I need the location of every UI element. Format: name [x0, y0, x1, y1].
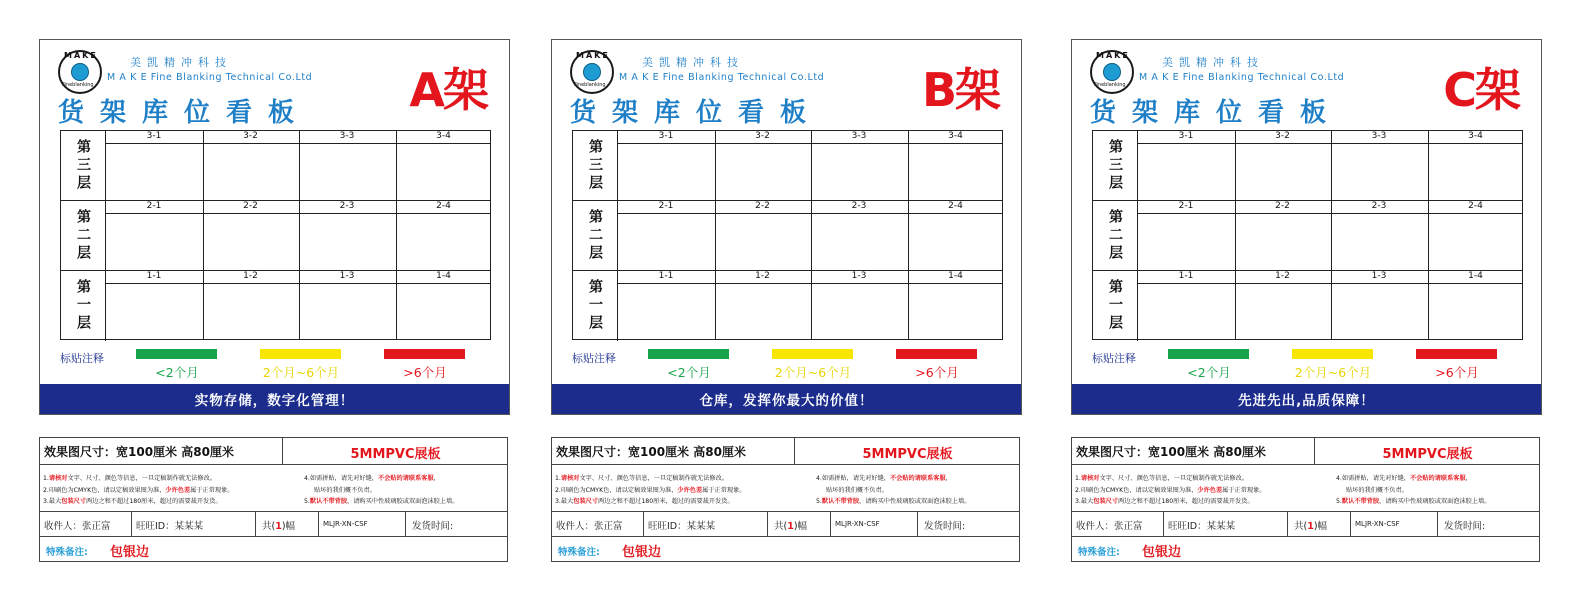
- spec-divider: [1287, 511, 1288, 536]
- spec-note: [1346, 485, 1408, 494]
- note-text: 不会贴的请联系客服: [1409, 475, 1466, 482]
- note-text: 少许色差: [1197, 487, 1223, 494]
- cell-code: 3-2: [1275, 131, 1290, 141]
- cell-code: 1-1: [146, 271, 162, 281]
- note-text: 默认不带背胶: [1341, 498, 1380, 505]
- column-divider: [811, 131, 812, 339]
- legend-color-bar: [896, 349, 977, 359]
- spec-size: 效果图尺寸：宽100厘米 高80厘米: [44, 445, 234, 459]
- company-logo: [58, 50, 102, 94]
- quantity-field: [262, 518, 295, 532]
- cell-code: 1-4: [948, 271, 963, 281]
- slogan-banner: [1072, 384, 1541, 414]
- cell-code: 2-2: [1275, 201, 1290, 211]
- globe-icon: [71, 63, 89, 81]
- code-row-divider: [1138, 143, 1522, 144]
- globe-icon: [1103, 63, 1121, 81]
- spec-note: [1336, 473, 1472, 482]
- legend-label: 2个月~6个月: [1294, 365, 1372, 380]
- quantity-value: 1: [787, 521, 794, 532]
- cell-code: 3-4: [948, 131, 963, 141]
- note-text: 默认不带背胶: [309, 498, 348, 505]
- note-text: 5.: [304, 498, 310, 505]
- logo-text-bottom: Fineblanking: [1094, 82, 1126, 88]
- spec-divider: [917, 511, 918, 536]
- spec-divider: [1072, 464, 1539, 465]
- board-title: 货架库位看板: [1090, 98, 1343, 128]
- wangwang-label: 旺旺ID：: [648, 521, 687, 532]
- quantity-prefix: 共(: [774, 521, 788, 532]
- legend-label: <2个月: [667, 365, 711, 380]
- cell-code: 1-2: [243, 271, 258, 281]
- special-note-label: 特殊备注:: [558, 547, 600, 558]
- cell-code: 3-1: [1178, 131, 1194, 141]
- note-text: ，请购买中性玻璃胶或双面泡沫胶上墙。: [347, 498, 459, 505]
- wangwang-label: 旺旺ID：: [1168, 521, 1207, 532]
- note-text: ，请购买中性玻璃胶或双面泡沫胶上墙。: [1379, 498, 1491, 505]
- logo-text-top: MAKE: [576, 51, 610, 60]
- globe-icon: [583, 63, 601, 81]
- note-text: 属于正常现象。: [702, 487, 746, 494]
- spec-note: [826, 485, 888, 494]
- cell-code: 2-4: [436, 201, 451, 211]
- note-text: 5.: [1336, 498, 1342, 505]
- legend-label: 2个月~6个月: [774, 365, 852, 380]
- wangwang-label: 旺旺ID：: [136, 521, 175, 532]
- special-note-value: 包银边: [622, 545, 662, 560]
- level-label-text: 第二层: [587, 209, 603, 263]
- cell-code: 3-3: [851, 131, 867, 141]
- note-text: 文字、尺寸、颜色等信息，一旦定稿制作就无法修改。: [67, 475, 216, 482]
- spec-note: [555, 473, 728, 482]
- spec-note: [1075, 485, 1265, 494]
- note-text: 1.: [555, 475, 561, 482]
- note-text: ，: [433, 475, 440, 482]
- column-divider: [203, 131, 204, 339]
- note-text: 1.: [43, 475, 49, 482]
- wangwang-value: 某某某: [174, 521, 204, 532]
- slogan-text: 仓库，发挥你最大的价值！: [699, 393, 874, 409]
- company-name-cn: 美凯精冲科技: [642, 56, 744, 69]
- spec-divider: [1437, 511, 1438, 536]
- legend-title: 标贴注释: [572, 352, 616, 365]
- level-label: [1093, 131, 1138, 201]
- note-text: ，: [945, 475, 952, 482]
- note-text: 3.最大: [1075, 498, 1094, 505]
- spec-divider: [40, 536, 507, 537]
- order-code-text: MLJR-XN-CSF: [323, 520, 368, 528]
- code-row-divider: [1138, 213, 1522, 214]
- special-note-label: 特殊备注:: [46, 547, 88, 558]
- order-code: [835, 518, 880, 529]
- level-label-text: 第二层: [1107, 209, 1123, 263]
- level-label: [61, 271, 106, 341]
- spec-note: [43, 473, 216, 482]
- logo-text-bottom: Fineblanking: [574, 82, 606, 88]
- order-code: [1355, 518, 1400, 529]
- order-code: [323, 518, 368, 529]
- note-text: 2.印刷色为CMYK色，请以定稿效果图为准，: [1075, 487, 1198, 494]
- cell-code: 3-3: [339, 131, 355, 141]
- company-name-en: M A K E Fine Blanking Technical Co.Ltd: [619, 72, 825, 83]
- cell-code: 2-3: [851, 201, 867, 211]
- quantity-suffix: )幅: [1313, 521, 1328, 532]
- spec-note: [43, 485, 233, 494]
- note-text: 不会贴的请联系客服: [889, 475, 946, 482]
- column-divider: [299, 131, 300, 339]
- spec-size: 效果图尺寸：宽100厘米 高80厘米: [1076, 445, 1266, 459]
- spec-divider: [1072, 536, 1539, 537]
- legend-color-bar: [260, 349, 341, 359]
- order-code-text: MLJR-XN-CSF: [1355, 520, 1400, 528]
- rack-label: C架: [1443, 63, 1519, 117]
- note-text: 请核对: [560, 475, 580, 482]
- level-label-text: 第一层: [75, 279, 91, 333]
- note-text: 属于正常现象。: [190, 487, 234, 494]
- legend-label: <2个月: [155, 365, 199, 380]
- cell-code: 1-2: [1275, 271, 1290, 281]
- spec-note: [304, 473, 440, 482]
- spec-note: [555, 496, 734, 505]
- cell-code: 3-2: [243, 131, 258, 141]
- note-text: 4.如需拼贴，请先对好缝，: [816, 475, 890, 482]
- code-row-divider: [106, 283, 490, 284]
- legend-color-bar: [1416, 349, 1497, 359]
- legend-color-bar: [1168, 349, 1249, 359]
- spec-divider: [552, 464, 1019, 465]
- note-text: 两边之和不超过180厘米，超过的需要裁开发货。: [598, 498, 734, 505]
- spec-material: 5MMPVC展板: [350, 447, 441, 462]
- note-text: ，: [1465, 475, 1472, 482]
- code-row-divider: [106, 143, 490, 144]
- spec-sheet: [551, 437, 1020, 562]
- cell-code: 3-1: [146, 131, 162, 141]
- spec-note: [816, 496, 970, 505]
- note-text: 包装尺寸: [61, 498, 87, 505]
- ship-time-field: 发货时间:: [412, 521, 454, 532]
- note-text: 属于正常现象。: [1222, 487, 1266, 494]
- spec-sheet: [39, 437, 508, 562]
- wangwang-field: [136, 518, 203, 532]
- code-row-divider: [106, 213, 490, 214]
- legend-color-bar: [384, 349, 465, 359]
- note-text: 包装尺寸: [573, 498, 599, 505]
- column-divider: [1235, 131, 1236, 339]
- cell-code: 1-1: [1178, 271, 1194, 281]
- cell-code: 2-4: [948, 201, 963, 211]
- note-text: 贴坏的我们概不负责。: [826, 487, 888, 494]
- note-text: 少许色差: [677, 487, 703, 494]
- cell-code: 3-4: [1468, 131, 1483, 141]
- note-text: 2.印刷色为CMYK色，请以定稿效果图为准，: [555, 487, 678, 494]
- logo-text-top: MAKE: [64, 51, 98, 60]
- note-text: 两边之和不超过180厘米，超过的需要裁开发货。: [86, 498, 222, 505]
- legend-title: 标贴注释: [60, 352, 104, 365]
- spec-divider: [1072, 511, 1539, 512]
- level-label: [573, 271, 618, 341]
- recipient-field: 收件人：张正富: [556, 521, 623, 532]
- spec-note: [1336, 496, 1490, 505]
- cell-code: 1-1: [658, 271, 674, 281]
- cell-code: 1-2: [755, 271, 770, 281]
- wangwang-field: [1168, 518, 1235, 532]
- note-text: 3.最大: [43, 498, 62, 505]
- spec-note: [816, 473, 952, 482]
- spec-divider: [255, 511, 256, 536]
- legend-label: >6个月: [403, 365, 447, 380]
- board-title: 货架库位看板: [570, 98, 823, 128]
- column-divider: [908, 131, 909, 339]
- level-label-text: 第三层: [587, 139, 603, 193]
- note-text: 4.如需拼贴，请先对好缝，: [304, 475, 378, 482]
- note-text: 文字、尺寸、颜色等信息，一旦定稿制作就无法修改。: [1099, 475, 1248, 482]
- ship-time-field: 发货时间:: [1444, 521, 1486, 532]
- spec-note: [304, 496, 458, 505]
- cell-code: 3-2: [755, 131, 770, 141]
- special-note-value: 包银边: [1142, 545, 1182, 560]
- cell-code: 2-2: [755, 201, 770, 211]
- quantity-value: 1: [275, 521, 282, 532]
- cell-code: 3-3: [1371, 131, 1387, 141]
- spec-divider: [1350, 511, 1351, 536]
- recipient-field: 收件人：张正富: [44, 521, 111, 532]
- spec-note: [314, 485, 376, 494]
- wangwang-value: 某某某: [686, 521, 716, 532]
- level-label: [573, 201, 618, 271]
- level-label: [573, 131, 618, 201]
- code-row-divider: [618, 283, 1002, 284]
- level-label: [61, 131, 106, 201]
- shelf-board: [39, 39, 510, 415]
- cell-code: 2-1: [1178, 201, 1194, 211]
- code-row-divider: [1138, 283, 1522, 284]
- cell-code: 1-4: [436, 271, 451, 281]
- note-text: ，请购买中性玻璃胶或双面泡沫胶上墙。: [859, 498, 971, 505]
- spec-divider: [40, 464, 507, 465]
- note-text: 包装尺寸: [1093, 498, 1119, 505]
- note-text: 不会贴的请联系客服: [377, 475, 434, 482]
- note-text: 3.最大: [555, 498, 574, 505]
- spec-divider: [643, 511, 644, 536]
- board-title: 货架库位看板: [58, 98, 311, 128]
- cell-code: 2-1: [658, 201, 674, 211]
- level-label-text: 第三层: [1107, 139, 1123, 193]
- note-text: 文字、尺寸、颜色等信息，一旦定稿制作就无法修改。: [579, 475, 728, 482]
- spec-size: 效果图尺寸：宽100厘米 高80厘米: [556, 445, 746, 459]
- rack-label: A架: [409, 63, 487, 117]
- cell-code: 2-4: [1468, 201, 1483, 211]
- shelf-board: [551, 39, 1022, 415]
- special-note-label: 特殊备注:: [1078, 547, 1120, 558]
- slogan-text: 实物存储，数字化管理！: [194, 393, 355, 409]
- legend-label: <2个月: [1187, 365, 1231, 380]
- note-text: 1.: [1075, 475, 1081, 482]
- special-note-value: 包银边: [110, 545, 150, 560]
- spec-divider: [40, 511, 507, 512]
- legend-title: 标贴注释: [1092, 352, 1136, 365]
- spec-divider: [552, 511, 1019, 512]
- note-text: 两边之和不超过180厘米，超过的需要裁开发货。: [1118, 498, 1254, 505]
- level-label-text: 第三层: [75, 139, 91, 193]
- level-label-text: 第二层: [75, 209, 91, 263]
- wangwang-field: [648, 518, 715, 532]
- note-text: 2.印刷色为CMYK色，请以定稿效果图为准，: [43, 487, 166, 494]
- level-label: [1093, 271, 1138, 341]
- note-text: 贴坏的我们概不负责。: [314, 487, 376, 494]
- code-row-divider: [618, 143, 1002, 144]
- spec-divider: [318, 511, 319, 536]
- cell-code: 2-2: [243, 201, 258, 211]
- rack-label: B架: [921, 63, 999, 117]
- logo-text-top: MAKE: [1096, 51, 1130, 60]
- legend-color-bar: [772, 349, 853, 359]
- note-text: 少许色差: [165, 487, 191, 494]
- spec-note: [1075, 496, 1254, 505]
- quantity-field: [774, 518, 807, 532]
- quantity-suffix: )幅: [281, 521, 296, 532]
- spec-note: [1075, 473, 1248, 482]
- spec-divider: [830, 511, 831, 536]
- legend-label: >6个月: [915, 365, 959, 380]
- cell-code: 2-3: [1371, 201, 1387, 211]
- spec-material: 5MMPVC展板: [862, 447, 953, 462]
- spec-divider: [767, 511, 768, 536]
- location-grid: [572, 130, 1003, 340]
- spec-note: [555, 485, 745, 494]
- slogan-banner: [40, 384, 509, 414]
- slogan-banner: [552, 384, 1021, 414]
- level-label: [61, 201, 106, 271]
- recipient-field: 收件人：张正富: [1076, 521, 1143, 532]
- company-logo: [570, 50, 614, 94]
- quantity-prefix: 共(: [1294, 521, 1308, 532]
- cell-code: 1-3: [339, 271, 355, 281]
- spec-material: 5MMPVC展板: [1382, 447, 1473, 462]
- location-grid: [1092, 130, 1523, 340]
- code-row-divider: [618, 213, 1002, 214]
- legend-color-bar: [136, 349, 217, 359]
- level-label: [1093, 201, 1138, 271]
- shelf-board: [1071, 39, 1542, 415]
- company-name-en: M A K E Fine Blanking Technical Co.Ltd: [1139, 72, 1345, 83]
- spec-divider: [1163, 511, 1164, 536]
- legend-label: >6个月: [1435, 365, 1479, 380]
- location-grid: [60, 130, 491, 340]
- quantity-field: [1294, 518, 1327, 532]
- spec-divider: [552, 536, 1019, 537]
- ship-time-field: 发货时间:: [924, 521, 966, 532]
- cell-code: 1-3: [1371, 271, 1387, 281]
- legend-label: 2个月~6个月: [262, 365, 340, 380]
- spec-sheet: [1071, 437, 1540, 562]
- legend-color-bar: [648, 349, 729, 359]
- company-name-cn: 美凯精冲科技: [130, 56, 232, 69]
- company-name-cn: 美凯精冲科技: [1162, 56, 1264, 69]
- cell-code: 2-1: [146, 201, 162, 211]
- column-divider: [1428, 131, 1429, 339]
- column-divider: [396, 131, 397, 339]
- spec-divider: [405, 511, 406, 536]
- note-text: 默认不带背胶: [821, 498, 860, 505]
- spec-divider: [131, 511, 132, 536]
- cell-code: 3-1: [658, 131, 674, 141]
- legend-color-bar: [1292, 349, 1373, 359]
- quantity-prefix: 共(: [262, 521, 276, 532]
- level-label-text: 第一层: [587, 279, 603, 333]
- note-text: 请核对: [48, 475, 68, 482]
- cell-code: 1-3: [851, 271, 867, 281]
- column-divider: [1331, 131, 1332, 339]
- quantity-suffix: )幅: [793, 521, 808, 532]
- slogan-text: 先进先出,品质保障！: [1238, 393, 1375, 409]
- note-text: 5.: [816, 498, 822, 505]
- cell-code: 2-3: [339, 201, 355, 211]
- note-text: 贴坏的我们概不负责。: [1346, 487, 1408, 494]
- company-logo: [1090, 50, 1134, 94]
- column-divider: [715, 131, 716, 339]
- cell-code: 1-4: [1468, 271, 1483, 281]
- note-text: 4.如需拼贴，请先对好缝，: [1336, 475, 1410, 482]
- spec-note: [43, 496, 222, 505]
- company-name-en: M A K E Fine Blanking Technical Co.Ltd: [107, 72, 313, 83]
- note-text: 请核对: [1080, 475, 1100, 482]
- order-code-text: MLJR-XN-CSF: [835, 520, 880, 528]
- logo-text-bottom: Fineblanking: [62, 82, 94, 88]
- wangwang-value: 某某某: [1206, 521, 1236, 532]
- quantity-value: 1: [1307, 521, 1314, 532]
- cell-code: 3-4: [436, 131, 451, 141]
- level-label-text: 第一层: [1107, 279, 1123, 333]
